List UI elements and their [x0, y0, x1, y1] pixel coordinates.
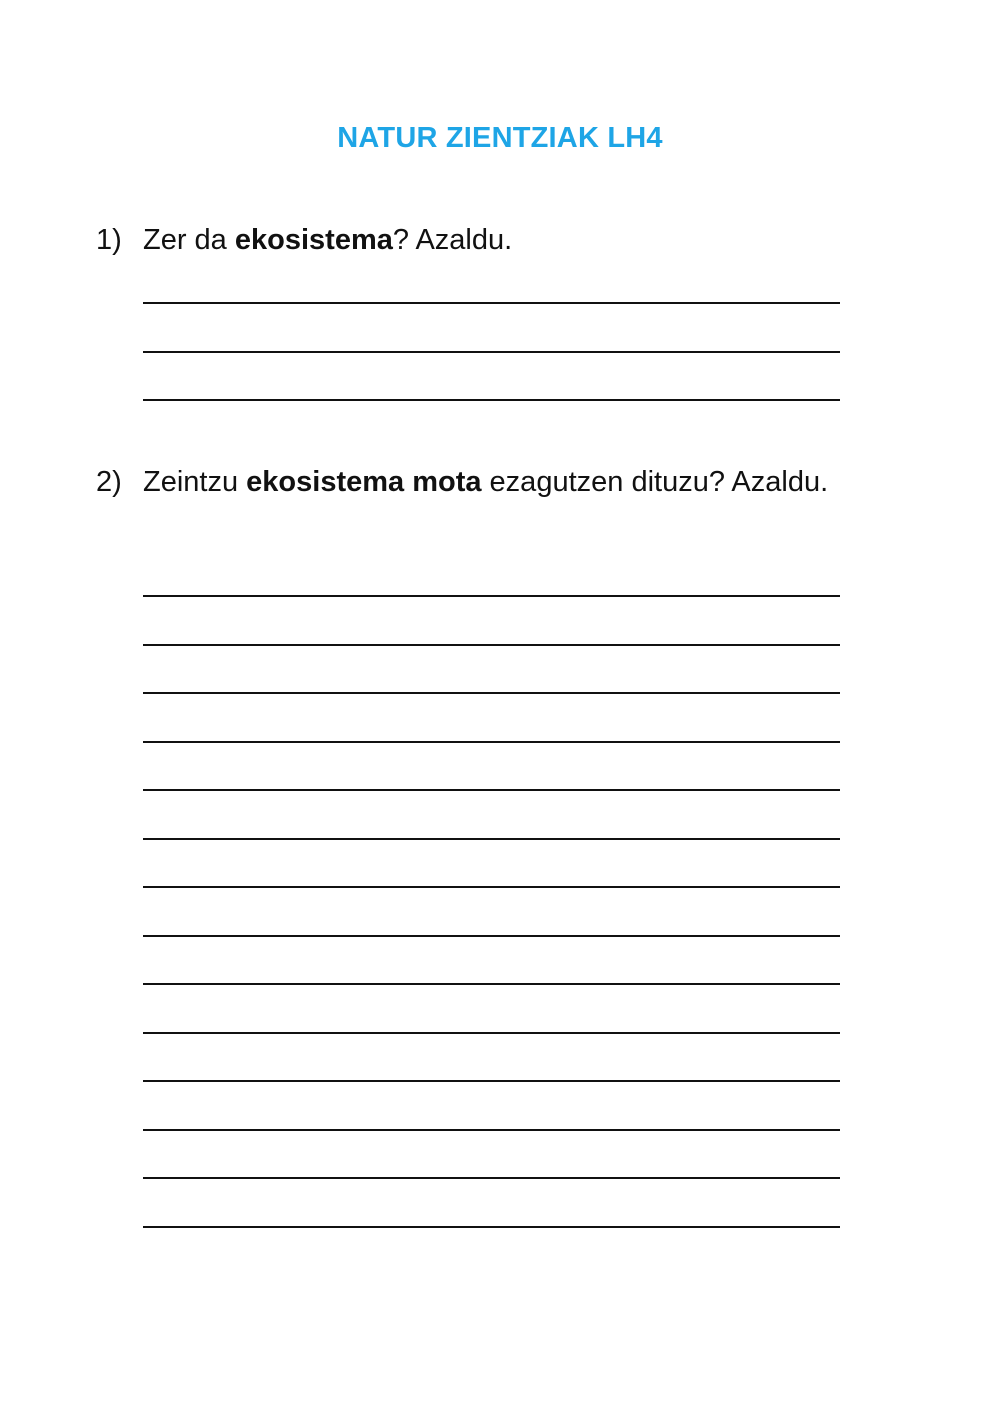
question-text-end: ? Azaldu. — [392, 224, 513, 256]
answer-line[interactable] — [143, 1032, 840, 1034]
page-title: NATUR ZIENTZIAK LH4 — [337, 122, 663, 154]
answer-line[interactable] — [143, 838, 840, 840]
question-text-end: ezagutzen dituzu? Azaldu. — [481, 466, 829, 498]
question-text — [143, 458, 876, 507]
answer-line[interactable] — [143, 983, 840, 985]
answer-lines-1[interactable] — [143, 302, 840, 448]
answer-line[interactable] — [143, 935, 840, 937]
answer-line[interactable] — [143, 595, 840, 597]
question-text-start: Zeintzu — [143, 466, 247, 498]
answer-line[interactable] — [143, 1129, 840, 1131]
answer-line[interactable] — [143, 351, 840, 353]
question-1 — [96, 216, 876, 265]
answer-line[interactable] — [143, 692, 840, 694]
answer-line[interactable] — [143, 302, 840, 304]
question-text — [143, 216, 876, 265]
answer-lines-2[interactable] — [143, 595, 840, 1274]
answer-line[interactable] — [143, 1080, 840, 1082]
answer-line[interactable] — [143, 399, 840, 401]
answer-line[interactable] — [143, 741, 840, 743]
question-keyword: ekosistema mota — [246, 466, 482, 498]
answer-line[interactable] — [143, 1177, 840, 1179]
answer-line[interactable] — [143, 644, 840, 646]
answer-line[interactable] — [143, 1226, 840, 1228]
question-keyword: ekosistema — [234, 224, 393, 256]
question-2 — [96, 458, 876, 507]
answer-line[interactable] — [143, 886, 840, 888]
answer-line[interactable] — [143, 789, 840, 791]
question-text-start: Zer da — [143, 224, 235, 256]
question-number: 1) — [96, 224, 122, 256]
question-number: 2) — [96, 466, 122, 498]
